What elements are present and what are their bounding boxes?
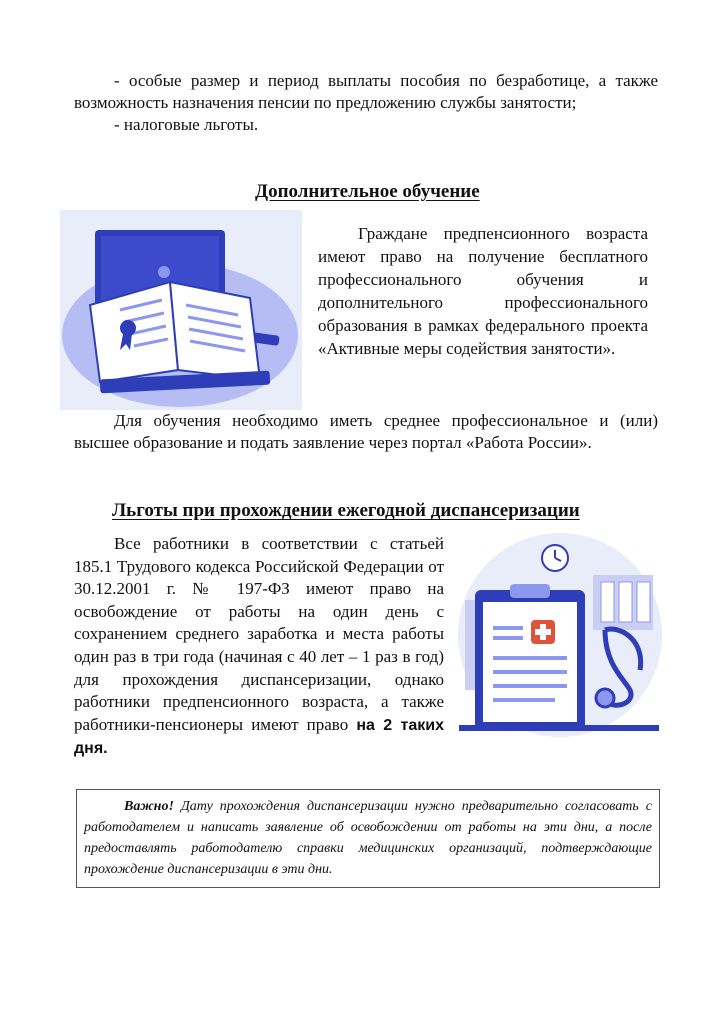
bullet-tax: - налоговые льготы.	[114, 115, 259, 134]
medical-clipboard-stethoscope-illustration-icon	[455, 530, 665, 740]
open-book-laptop-illustration-icon	[60, 210, 302, 410]
education-text	[318, 222, 648, 360]
important-note-lead: Важно!	[124, 799, 174, 814]
medical-exam-body: Все работники в соответствии с статьей 185.1 Трудового кодекса Российской Федерации от 30.12.2001 г. № 197-ФЗ имеют право на освобождение от работы на один день с сохранением среднего заработка и места работы один раз в три года (начиная с 40 лет – 1 раз в год) для прохождения диспансеризации, однако работники предпенсионного возраста, а также работники-пенсионеры имеют право	[74, 534, 444, 734]
intro-list	[74, 70, 658, 136]
medical-exam-bold: на 2 таких дня.	[74, 716, 445, 758]
important-note-text	[84, 796, 652, 880]
bullet-unemployment: - особые размер и период выплаты пособия по безработице, а также возможность назначения пенсии по предложению службы занятости;	[74, 71, 658, 112]
medical-exam-text	[74, 533, 444, 761]
medical-exam-paragraph	[74, 533, 444, 761]
heading-education: Дополнительное обучение	[255, 181, 480, 202]
education-paragraph: Граждане предпенсионного возраста имеют право на получение бесплатного профессионального обучения и дополнительного профессионального образования в рамках федерального проекта «Активные меры содействия занятости».	[318, 224, 648, 358]
important-note-body: Дату прохождения диспансеризации нужно предварительно согласовать с работодателем и написать заявление об освобождении от работы на эти дни, а после предоставлять работодателю справки медицинских организаций, подтверждающие прохождение диспансеризации в эти дни.	[84, 799, 652, 877]
important-note-box	[76, 789, 660, 888]
heading-medical-exam: Льготы при прохождении ежегодной диспансеризации	[112, 500, 580, 521]
education-requirements: Для обучения необходимо иметь среднее профессиональное и (или) высшее образование и подать заявление через портал «Работа России».	[74, 411, 658, 452]
